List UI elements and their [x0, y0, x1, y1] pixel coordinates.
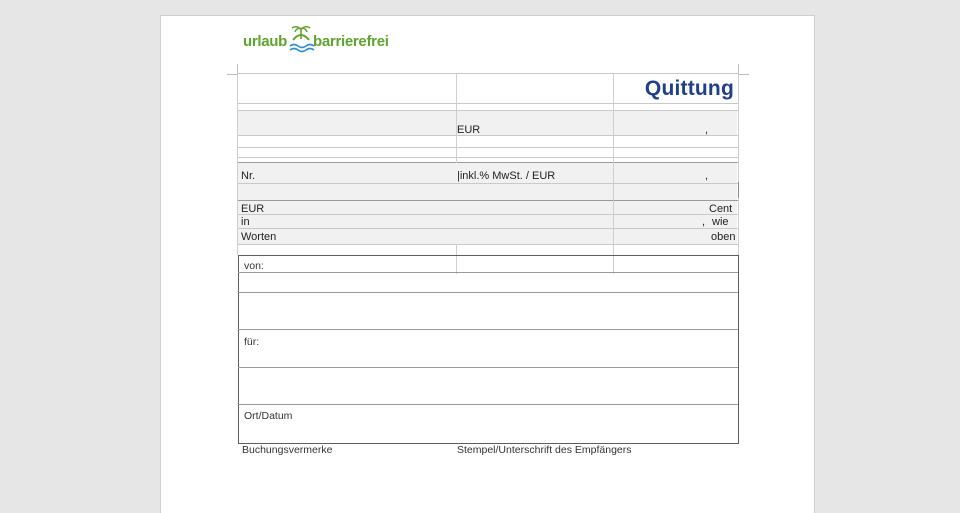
words-comma: ,: [702, 216, 706, 228]
box-line: [238, 292, 738, 293]
grid-line: [238, 244, 738, 245]
grid-line-vertical: [237, 73, 238, 255]
grid-line: [238, 157, 738, 158]
box-line: [238, 329, 738, 330]
grid-line: [238, 214, 738, 215]
box-line: [238, 272, 738, 273]
grid-line: [238, 147, 738, 148]
words-worten-label: Worten: [241, 231, 277, 243]
box-line: [238, 404, 738, 405]
grid-line: [238, 103, 738, 104]
grid-line: [238, 135, 738, 136]
grid-line-vertical: [456, 73, 457, 163]
vat-comma: ,: [705, 170, 709, 182]
number-label: Nr.: [241, 170, 256, 182]
grid-line: [238, 162, 738, 163]
grid-line: [238, 228, 738, 229]
vat-label: |inkl.% MwSt. / EUR: [457, 170, 556, 182]
wie-label: wie: [712, 216, 729, 228]
grid-line-vertical: [738, 182, 739, 198]
amount-comma: ,: [705, 124, 709, 136]
cent-label: Cent: [709, 203, 733, 215]
for-label: für:: [244, 336, 260, 348]
from-label: von:: [244, 260, 264, 272]
receipt-title: Quittung: [644, 77, 734, 100]
grid-line: [238, 200, 738, 201]
words-row-band: [238, 200, 737, 244]
oben-label: oben: [711, 231, 736, 243]
words-in-label: in: [241, 216, 250, 228]
booking-notes-label: Buchungsvermerke: [242, 444, 333, 456]
words-eur-label: EUR: [241, 203, 265, 215]
corner-mark-top-right: [738, 64, 749, 75]
grid-line: [238, 110, 738, 111]
eur-label: EUR: [457, 124, 481, 136]
grid-line-vertical: [738, 73, 739, 255]
logo-text-urlaub: urlaub: [243, 33, 288, 50]
amount-row-band: [238, 110, 737, 135]
palm-wave-icon: [287, 24, 315, 54]
grid-line: [238, 183, 738, 184]
grid-line-vertical: [613, 73, 614, 274]
place-date-label: Ort/Datum: [244, 410, 293, 422]
logo-text-barrierefrei: barrierefrei: [313, 33, 389, 50]
document-page: [160, 15, 815, 513]
stamp-signature-label: Stempel/Unterschrift des Empfängers: [457, 444, 632, 456]
recipient-box: [238, 255, 739, 444]
grid-line: [238, 73, 738, 74]
urlaub-barrierefrei-logo: [243, 24, 413, 58]
box-line: [238, 367, 738, 368]
